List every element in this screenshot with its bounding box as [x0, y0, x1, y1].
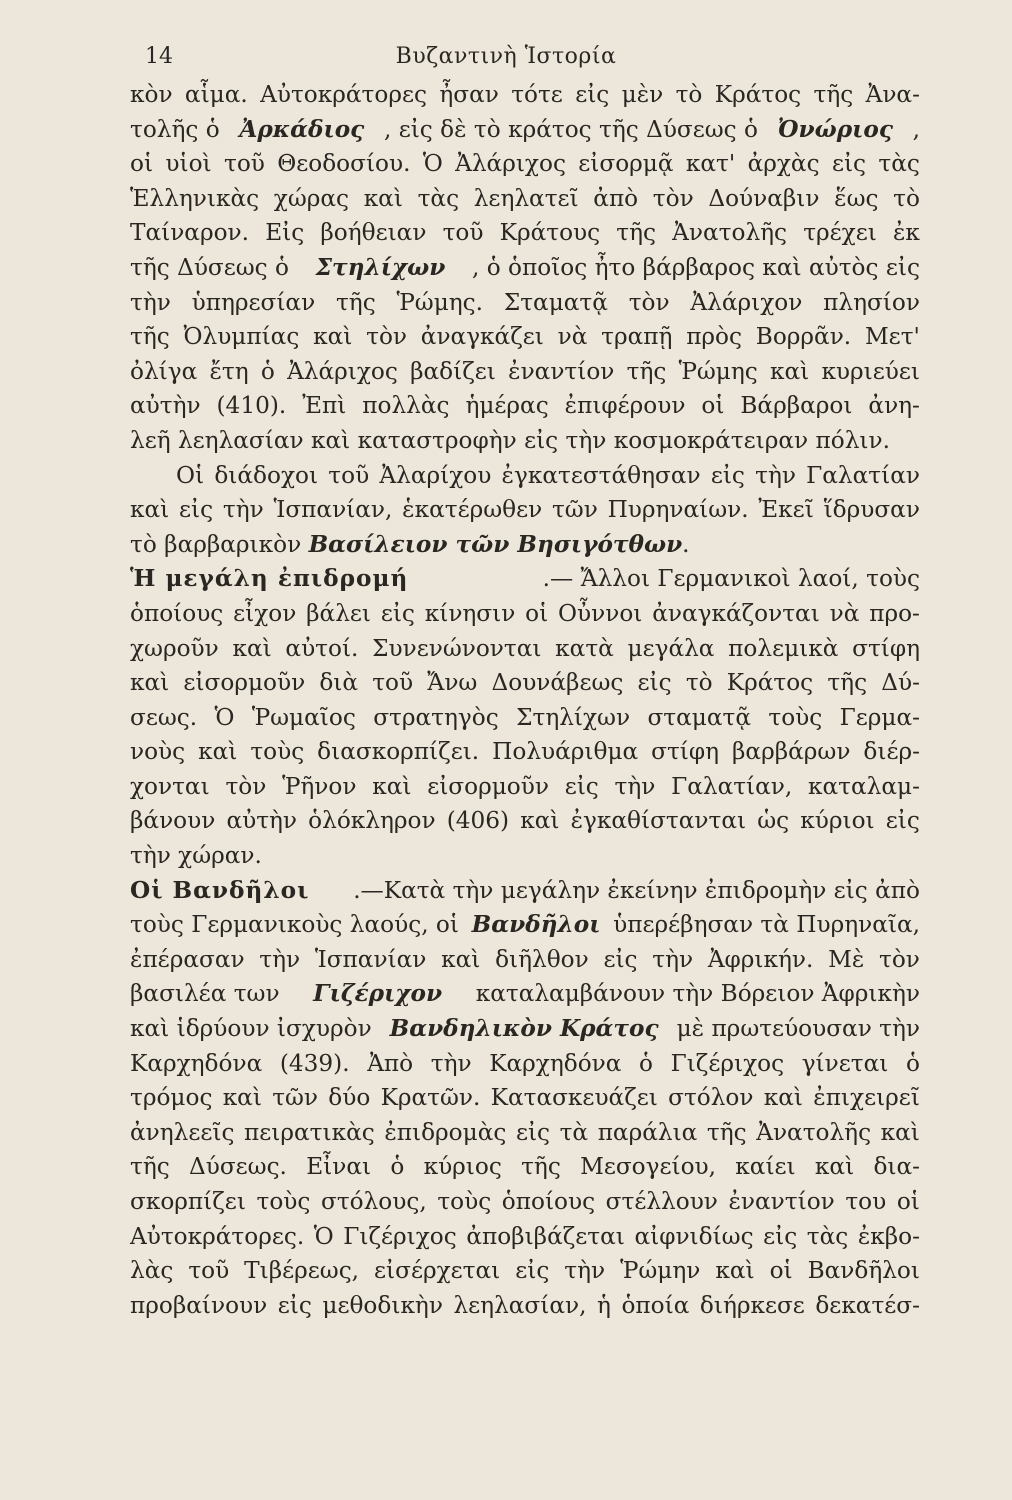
word: Γαλατίαν [806, 461, 920, 489]
word: κατ' [685, 150, 736, 178]
word: διασκορπίζει. [317, 738, 480, 766]
word: Πολυάριθμα [492, 738, 639, 766]
word: πολλὰς [362, 392, 450, 420]
word: ἔτη [209, 357, 249, 385]
text-line: Οἱ Βανδῆλοι .—Κατὰ τὴν μεγάλην ἐκείνην ἐπιδρομὴν εἰς ἀπὸ [130, 874, 920, 909]
name-onorios: Ὀνώριος [777, 115, 893, 143]
word: ἡμέρας [465, 392, 549, 420]
word: ἦσαν [439, 81, 499, 108]
word: (406) [446, 807, 510, 835]
text-line: βασιλέα των Γιζέριχον καταλαμβάνουν τὴν Βόρειον Ἀφρικὴν [130, 977, 920, 1012]
word: Ἀπὸ [367, 1049, 414, 1077]
word: εἰς [885, 807, 920, 835]
name-gizerichos: Γιζέριχον [313, 980, 443, 1008]
word: Ὁ [422, 150, 443, 178]
word: ἀνη- [868, 392, 920, 420]
word: Ἀλάριχον [690, 288, 803, 316]
word: τὴν [755, 461, 796, 489]
word: εἰσέρχεται [374, 1257, 501, 1285]
word: τρέχει [803, 219, 877, 247]
text-line [130, 1150, 920, 1185]
word: Ἀφρικήν. [707, 945, 814, 973]
word: Γαλατίαν, [671, 772, 793, 800]
word: τοῦ [224, 150, 265, 178]
word: Βορρᾶν. [755, 323, 852, 351]
text-line [130, 1289, 920, 1324]
word: τὰ [559, 1118, 589, 1146]
word: ἐκ [892, 219, 920, 247]
word: δύο [328, 1084, 371, 1112]
word: Κατασκευάζει [490, 1084, 658, 1112]
word: ὁ [639, 1049, 653, 1077]
word: Οἱ [176, 461, 205, 489]
text-line [130, 597, 920, 632]
text-line [130, 666, 920, 701]
word: Ἀνατολῆς [756, 1118, 872, 1146]
word: τὴν [430, 1049, 472, 1077]
word: ὁ [390, 1153, 405, 1181]
word: αἷμα. [184, 81, 248, 108]
word: εἰς [637, 669, 672, 697]
word: Μεσογείου, [580, 1153, 717, 1181]
word: χώρας [273, 184, 350, 212]
word: λεηλασίαν, [453, 1291, 587, 1319]
word: εἰσορμᾷ [578, 150, 674, 178]
word: Δύσεως. [188, 1153, 287, 1181]
word: Κράτος [714, 81, 802, 108]
text-line [130, 1116, 920, 1151]
word: Ῥῆνον [282, 772, 357, 800]
word: καὶ [222, 1084, 262, 1112]
word: πλησίον [823, 288, 920, 316]
text-line [130, 147, 920, 182]
word: εἰς [603, 945, 638, 973]
word: μεγάλα [627, 634, 715, 662]
word: καὶ [769, 357, 810, 385]
word: βαδίζει [410, 357, 496, 385]
word: ἐπέρασαν [130, 945, 245, 973]
text-line [130, 1220, 920, 1255]
word: εἰσορμοῦν [183, 669, 306, 697]
word: καὶ [880, 1118, 920, 1146]
word: εἰς [179, 496, 214, 524]
word: αὐτὴν [130, 392, 201, 420]
text-line: τολῆς ὁ Ἀρκάδιος , εἰς δὲ τὸ κράτος τῆς Δύσεως ὁ Ὀνώριος , [130, 113, 920, 148]
word: χονται [130, 772, 210, 800]
word: πολεμικὰ [728, 634, 839, 662]
text-line [130, 216, 920, 251]
word: καὶ [130, 496, 170, 524]
word: κύριος [423, 1153, 502, 1181]
text-line [130, 1254, 920, 1289]
word: καὶ [130, 669, 170, 697]
word: Γερμα- [839, 703, 920, 731]
word: ἐγκατεστάθησαν [501, 461, 701, 489]
word: καὶ [814, 1153, 855, 1181]
word: Ὀλυμπίας [183, 323, 300, 351]
word: ἐπιχειρεῖ [813, 1084, 920, 1112]
word: Κράτους [499, 219, 601, 247]
text-line [130, 804, 920, 839]
word: διάδοχοι [214, 461, 319, 489]
word: στρατηγὸς [373, 703, 499, 731]
word: τὸν [652, 184, 694, 212]
word: κατὰ [555, 634, 614, 662]
word: μεθοδικὴν [322, 1291, 443, 1319]
word: τοὺς [768, 703, 823, 731]
word: κίνησιν [424, 599, 516, 627]
word: Γιζέριχος [670, 1049, 785, 1077]
text-line [130, 943, 920, 978]
word: καὶ [763, 1084, 803, 1112]
word: Ἀνατολῆς [672, 219, 788, 247]
text-line [130, 78, 920, 113]
text-line: Ἡ μεγάλη ἐπιδρομή .— Ἄλλοι Γερμανικοὶ λαοί, τοὺς [130, 562, 920, 597]
word: ἐναντίον [728, 1188, 835, 1215]
text-line [130, 320, 920, 355]
text-line [130, 735, 920, 770]
word: στίφη [651, 738, 720, 766]
word: νὰ [829, 599, 860, 627]
word: στέλλουν [605, 1188, 718, 1215]
word: τοὺς [256, 1188, 311, 1215]
word: Βάρβαροι [740, 392, 853, 420]
word: σταματᾷ [647, 703, 751, 731]
word: Μετ' [864, 323, 920, 351]
word: τὴν [652, 945, 694, 973]
word: τὸν [879, 945, 920, 973]
word: τῆς [813, 81, 854, 108]
word: διήρκεσε [699, 1291, 805, 1319]
name-stilichon: Στηλίχων [315, 253, 446, 281]
word: κὸν [130, 81, 173, 108]
word: κύριοι [800, 807, 875, 835]
text-line: τῆς Δύσεως ὁ Στηλίχων , ὁ ὁποῖος ἦτο βάρβαρος καὶ αὐτὸς εἰς [130, 251, 920, 286]
text-line [130, 1047, 920, 1082]
word: Καρχηδόνα [130, 1049, 263, 1077]
word: βοήθειαν [320, 219, 427, 247]
word: λεηλατεῖ [473, 184, 579, 212]
word: οἱ [701, 392, 725, 420]
word: σκορπίζει [130, 1188, 246, 1215]
text-line [130, 770, 920, 805]
word: τραπῇ [601, 323, 673, 351]
section-heading-vandals: Οἱ Βανδῆλοι [130, 876, 310, 904]
word: ἀναγκάζει [420, 323, 544, 351]
running-title: Βυζαντινὴ Ἱστορία [395, 44, 617, 69]
word: ἐναντίον [508, 357, 615, 385]
word: Ῥώμης. [396, 288, 484, 316]
word: καταλαμ- [808, 772, 920, 800]
word: τῆς [130, 1153, 170, 1181]
word: Πυρηναίων. [607, 496, 749, 524]
word: προ- [869, 599, 920, 627]
word: Ῥώμης [678, 357, 758, 385]
word: Ἱσπανίαν, [273, 496, 393, 524]
word: Ἄνω [427, 669, 478, 697]
word: πρὸς [686, 323, 743, 351]
text-line: καὶ ἱδρύουν ἰσχυρὸν Βανδηλικὸν Κράτος μὲ πρωτεύουσαν τὴν [130, 1012, 920, 1047]
word: αἰφνιδίως [634, 1222, 754, 1250]
word: αὐτοί. [285, 634, 359, 662]
word: εἰς [277, 1291, 312, 1319]
word: υἱοὶ [165, 150, 212, 178]
page-number: 14 [145, 44, 173, 69]
word: Αὐτοκράτορες [260, 81, 427, 108]
word: τὰς [806, 1222, 849, 1250]
word: τὴν [564, 1257, 606, 1285]
word: τὸ [893, 184, 920, 212]
word: ἀπὸ [593, 184, 639, 212]
word: βαρβάρων [732, 738, 851, 766]
word: τὸν [366, 323, 408, 351]
word: στόλους, [320, 1188, 427, 1215]
word: τὸν [225, 772, 267, 800]
word: τὴν [614, 772, 656, 800]
section-heading-great-invasion: Ἡ μεγάλη ἐπιδρομή [130, 565, 409, 593]
text-line [130, 459, 920, 494]
word: οἱ [130, 150, 154, 178]
word: τοῦ [372, 669, 414, 697]
word: ὁ [905, 1049, 920, 1077]
word: τῆς [706, 1118, 747, 1146]
word: Αὐτοκράτορες. [130, 1222, 305, 1250]
text-line [130, 1185, 920, 1220]
name-vandals: Βανδῆλοι [471, 911, 601, 939]
word: στίφη [852, 634, 920, 662]
word: τὸ [685, 669, 713, 697]
word: διῆλθον [495, 945, 589, 973]
word: καὶ [520, 807, 560, 835]
word: ὁ [260, 357, 275, 385]
word: Ῥώμην [620, 1257, 701, 1285]
word: ὁποίους [130, 599, 224, 627]
text-line: τοὺς Γερμανικοὺς λαούς, οἱ Βανδῆλοι ὑπερέβησαν τὰ Πυρηναῖα, [130, 908, 920, 943]
word: Ἐκεῖ [758, 496, 814, 524]
word: εἰς [710, 461, 745, 489]
word: Δύ- [881, 669, 920, 697]
word: καὶ [313, 323, 353, 351]
word: εἰς [564, 772, 599, 800]
word: Σταματᾷ [503, 288, 608, 316]
word: ἀνηλεεῖς [130, 1118, 235, 1146]
word: Ἀλαρίχου [379, 461, 492, 489]
word: τὸ [675, 81, 703, 108]
word: ὀλίγα [130, 357, 198, 385]
word: οἱ [769, 1257, 793, 1285]
word: μὲν [621, 81, 664, 108]
word: Ἀλάριχος [287, 357, 398, 385]
word: τῆς [616, 219, 656, 247]
word: Δουνάβεως [491, 669, 624, 697]
word: εἶχον [233, 599, 297, 627]
vandal-kingdom: Βανδηλικὸν Κράτος [389, 1015, 659, 1043]
word: τὸν [628, 288, 670, 316]
word: Μὲ [828, 945, 865, 973]
word: Στηλίχων [516, 703, 631, 731]
word: τῆς [521, 1153, 561, 1181]
word: τὰς [878, 150, 920, 178]
word: παράλια [597, 1118, 698, 1146]
word: Ἀνα- [865, 81, 920, 108]
word: καὶ [715, 1257, 755, 1285]
word: Τιβέρεως, [244, 1257, 360, 1285]
word: καὶ [198, 738, 238, 766]
word: νὰ [557, 323, 588, 351]
word: (439). [279, 1049, 350, 1077]
word: ἕως [834, 184, 879, 212]
word: βάλει [306, 599, 372, 627]
word: τὴν [259, 945, 301, 973]
body-text [130, 78, 920, 1323]
word: ἡ [597, 1291, 611, 1319]
word: καὶ [363, 184, 403, 212]
word: καὶ [232, 634, 272, 662]
word: καὶ [441, 945, 481, 973]
word: Βανδῆλοι [807, 1257, 920, 1285]
word: ἐκβο- [857, 1222, 920, 1250]
word: ἐπιδρομὰς [384, 1118, 507, 1146]
word: κυριεύει [821, 357, 920, 385]
word: εἰς [515, 1257, 550, 1285]
word: οἱ [525, 599, 549, 627]
word: τὴν [130, 288, 171, 316]
word: εἰς [831, 150, 867, 178]
text-line [130, 1081, 920, 1116]
word: αὐτὴν [226, 807, 298, 835]
word: ἀναγκάζονται [652, 599, 820, 627]
word: Συνενώνονται [372, 634, 542, 662]
name-arkadios: Ἀρκάδιος [239, 115, 365, 143]
word: εἰς [380, 599, 415, 627]
word: Ὁ [313, 1222, 334, 1250]
word: εἰσορμοῦν [427, 772, 549, 800]
word: γίνεται [801, 1049, 889, 1077]
word: τοῦ [442, 219, 484, 247]
word: χωροῦν [130, 634, 219, 662]
word: καίει [735, 1153, 796, 1181]
text-line: τὴν χώραν. [130, 842, 262, 870]
word: δεκατέσ- [815, 1291, 920, 1319]
word: Ὁ [214, 703, 235, 731]
word: ἀποβιβάζεται [466, 1222, 625, 1250]
word: τοῦ [188, 1257, 230, 1285]
text-line [130, 286, 920, 321]
word: πειρατικὰς [244, 1118, 375, 1146]
word: ὡς [757, 807, 790, 835]
word: εἰς [763, 1222, 798, 1250]
word: ὁλόκληρον [308, 807, 436, 835]
text-line [130, 355, 920, 390]
word: Ταίναρον. [130, 219, 250, 247]
word: εἰς [515, 1118, 551, 1146]
word: Γιζέριχος [343, 1222, 457, 1250]
text-line: τὸ βαρβαρικὸν Βασίλειον τῶν Βησιγότθων . [130, 528, 920, 563]
word: του [845, 1188, 887, 1215]
word: Ἐπὶ [302, 392, 347, 420]
word: ἐγκαθίστανται [570, 807, 747, 835]
word: τρόμος [130, 1084, 213, 1112]
word: τοῦ [328, 461, 370, 489]
visigoth-kingdom: Βασίλειον τῶν Βησιγότθων [308, 530, 683, 558]
word: καὶ [372, 772, 412, 800]
word: προβαίνουν [130, 1291, 268, 1319]
word: ἀρχὰς [747, 150, 820, 178]
word: τῆς [827, 669, 868, 697]
text-line [130, 182, 920, 217]
word: ὁποία [621, 1291, 690, 1319]
word: τοὺς [437, 1188, 492, 1215]
text-line [130, 701, 920, 736]
word: τῆς [626, 357, 667, 385]
word: τῶν [551, 496, 598, 524]
word: βάνουν [130, 807, 216, 835]
word: ἑκατέρωθεν [402, 496, 543, 524]
word: Κράτος [726, 669, 814, 697]
word: τότε [511, 81, 563, 108]
word: δια- [873, 1153, 920, 1181]
word: Ἑλληνικὰς [130, 184, 260, 212]
word: τὰς [417, 184, 460, 212]
word: Οὖννοι [558, 599, 643, 627]
word: λὰς [130, 1257, 174, 1285]
page-header [145, 44, 867, 80]
word: τῶν [272, 1084, 319, 1112]
text-line [130, 493, 920, 528]
word: τὴν [222, 496, 264, 524]
word: ὁποίους [501, 1188, 596, 1215]
word: (410). [216, 392, 287, 420]
text-line [130, 632, 920, 667]
word: Κρατῶν. [380, 1084, 481, 1112]
word: τοὺς [250, 738, 305, 766]
word: Θεοδοσίου. [277, 150, 411, 178]
word: Δούναβιν [708, 184, 820, 212]
word: Εἰς [265, 219, 305, 247]
word: τῆς [335, 288, 376, 316]
word: νοὺς [130, 738, 186, 766]
word: Ἀλάριχος [455, 150, 566, 178]
word: ἵδρυσαν [823, 496, 920, 524]
word: Καρχηδόνα [489, 1049, 622, 1077]
word: οἱ [896, 1188, 920, 1215]
word: τῆς [130, 323, 170, 351]
word: σεως. [130, 703, 198, 731]
word: Εἶναι [306, 1153, 372, 1181]
word: διὰ [319, 669, 359, 697]
text-line [130, 389, 920, 424]
word: στόλον [668, 1084, 754, 1112]
word: ὑπηρεσίαν [191, 288, 316, 316]
word: ἐπιφέρουν [564, 392, 686, 420]
word: εἰς [575, 81, 610, 108]
word: Ἱσπανίαν [314, 945, 427, 973]
word: Ῥωμαῖος [251, 703, 356, 731]
word: διέρ- [863, 738, 920, 766]
text-line: λεῆ λεηλασίαν καὶ καταστροφὴν εἰς τὴν κοσμοκράτειραν πόλιν. [130, 426, 890, 454]
